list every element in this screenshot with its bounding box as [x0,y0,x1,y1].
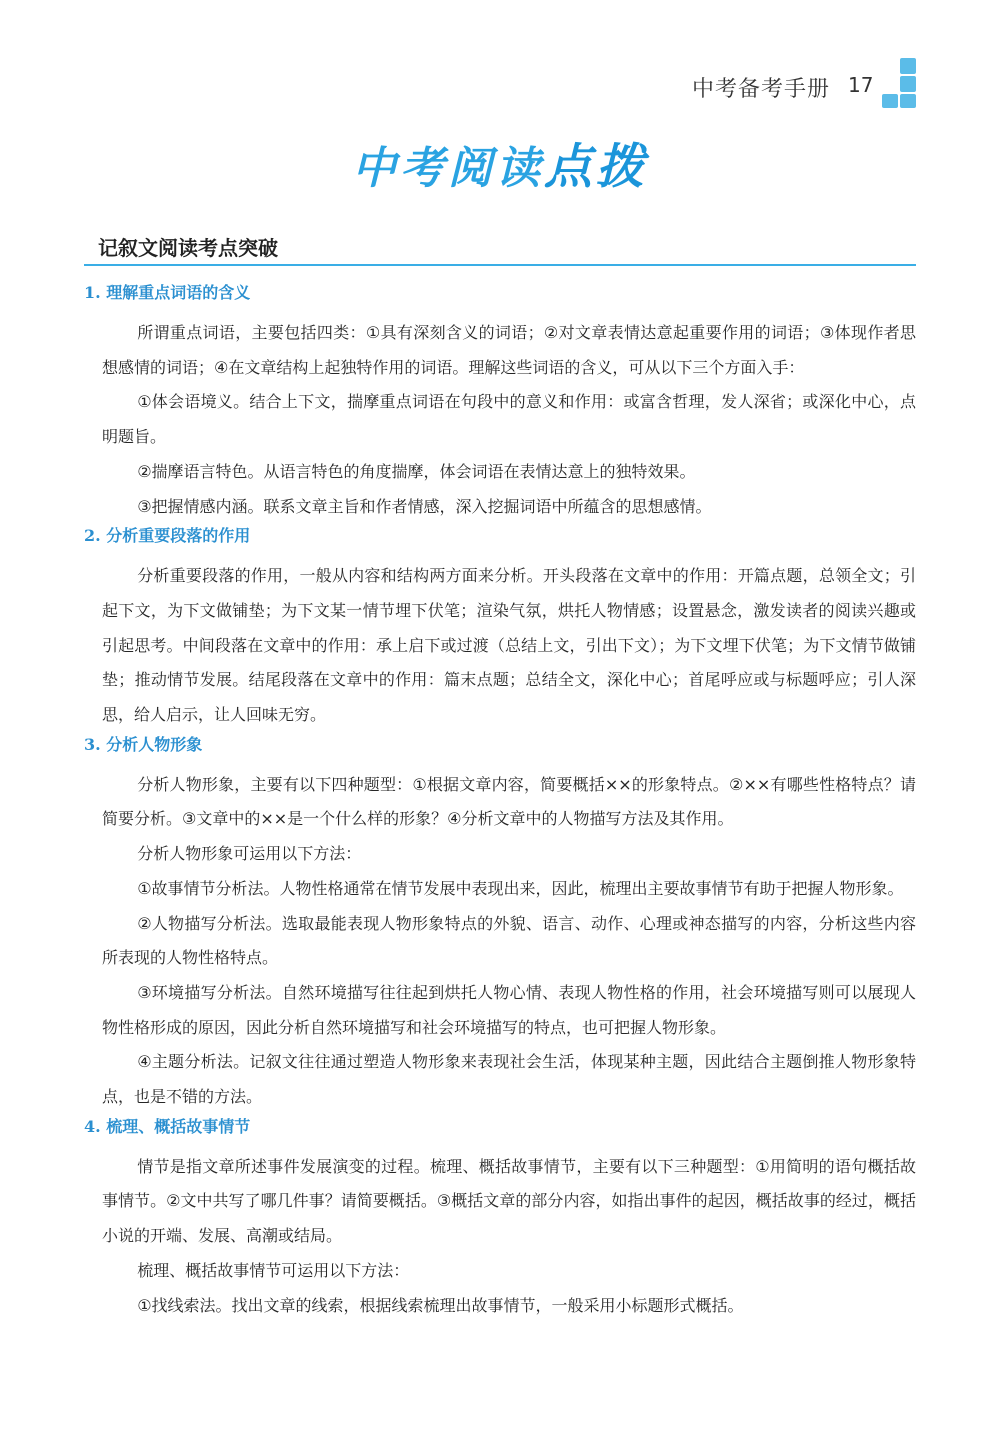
page-title-part2: 点拨 [543,139,648,195]
running-header: 中考备考手册 [692,77,831,102]
subheading-3: 3. 分析人物形象 [84,734,203,754]
paragraph: ③环境描写分析法。自然环境描写往往起到烘托人物心情、表现人物性格的作用，社会环境描写则可以展现人物性格形成的原因，因此分析自然环境描写和社会环境描写的特点，也可把握人物形象。 [102,982,916,1037]
paragraph: ①找线索法。找出文章的线索，根据线索梳理出故事情节，一般采用小标题形式概括。 [137,1295,744,1315]
paragraph: 分析人物形象可运用以下方法： [137,844,362,864]
article-body [84,281,916,1323]
paragraph: 分析重要段落的作用，一般从内容和结构两方面来分析。开头段落在文章中的作用：开篇点题，总领全文；引起下文，为下文做铺垫；为下文某一情节埋下伏笔；渲染气氛，烘托人物情感；设置悬念，激发读者的阅读兴趣或引起思考。中间段落在文章中的作用：承上启下或过渡（总结上文，引出下文）；为下文埋下伏笔；为下文情节做铺垫；推动情节发展。结尾段落在文章中的作用：篇末点题；总结全文，深化中心；首尾呼应或与标题呼应；引人深思，给人启示，让人回味无穷。 [102,566,916,725]
paragraph: ③把握情感内涵。联系文章主旨和作者情感，深入挖掘词语中所蕴含的思想感情。 [137,496,712,516]
paragraph: 分析人物形象，主要有以下四种题型：①根据文章内容，简要概括××的形象特点。②××有哪些性格特点？请简要分析。③文章中的××是一个什么样的形象？④分析文章中的人物描写方法及其作用。 [102,774,916,829]
corner-squares-decoration [882,58,918,110]
subheading-2: 2. 分析重要段落的作用 [84,526,251,546]
page-number: 17 [848,73,874,97]
page-title [0,128,1000,197]
paragraph: ①故事情节分析法。人物性格通常在情节发展中表现出来，因此，梳理出主要故事情节有助于把握人物形象。 [137,878,904,898]
paragraph: ②揣摩语言特色。从语言特色的角度揣摩，体会词语在表情达意上的独特效果。 [137,461,696,481]
paragraph: 梳理、概括故事情节可运用以下方法： [137,1260,410,1280]
section-divider [84,264,916,266]
paragraph: ②人物描写分析法。选取最能表现人物形象特点的外貌、语言、动作、心理或神态描写的内容，分析这些内容所表现的人物性格特点。 [102,913,916,968]
paragraph: ④主题分析法。记叙文往往通过塑造人物形象来表现社会生活，体现某种主题，因此结合主题倒推人物形象特点，也是不错的方法。 [102,1052,916,1107]
page-title-part1: 中考阅读 [351,143,544,194]
section-heading: 记叙文阅读考点突破 [98,236,278,260]
subheading-4: 4. 梳理、概括故事情节 [84,1116,251,1136]
subheading-1: 1. 理解重点词语的含义 [84,283,251,302]
paragraph: 情节是指文章所述事件发展演变的过程。梳理、概括故事情节，主要有以下三种题型：①用简明的语句概括故事情节。②文中共写了哪几件事？请简要概括。③概括文章的部分内容，如指出事件的起因，概括故事的经过，概括小说的开端、发展、高潮或结局。 [102,1156,916,1246]
paragraph: 所谓重点词语，主要包括四类：①具有深刻含义的词语；②对文章表情达意起重要作用的词语；③体现作者思想感情的词语；④在文章结构上起独特作用的词语。理解这些词语的含义，可从以下三个方面入手： [102,323,916,377]
paragraph: ①体会语境义。结合上下文，揣摩重点词语在句段中的意义和作用：或富含哲理，发人深省；或深化中心，点明题旨。 [102,392,916,447]
